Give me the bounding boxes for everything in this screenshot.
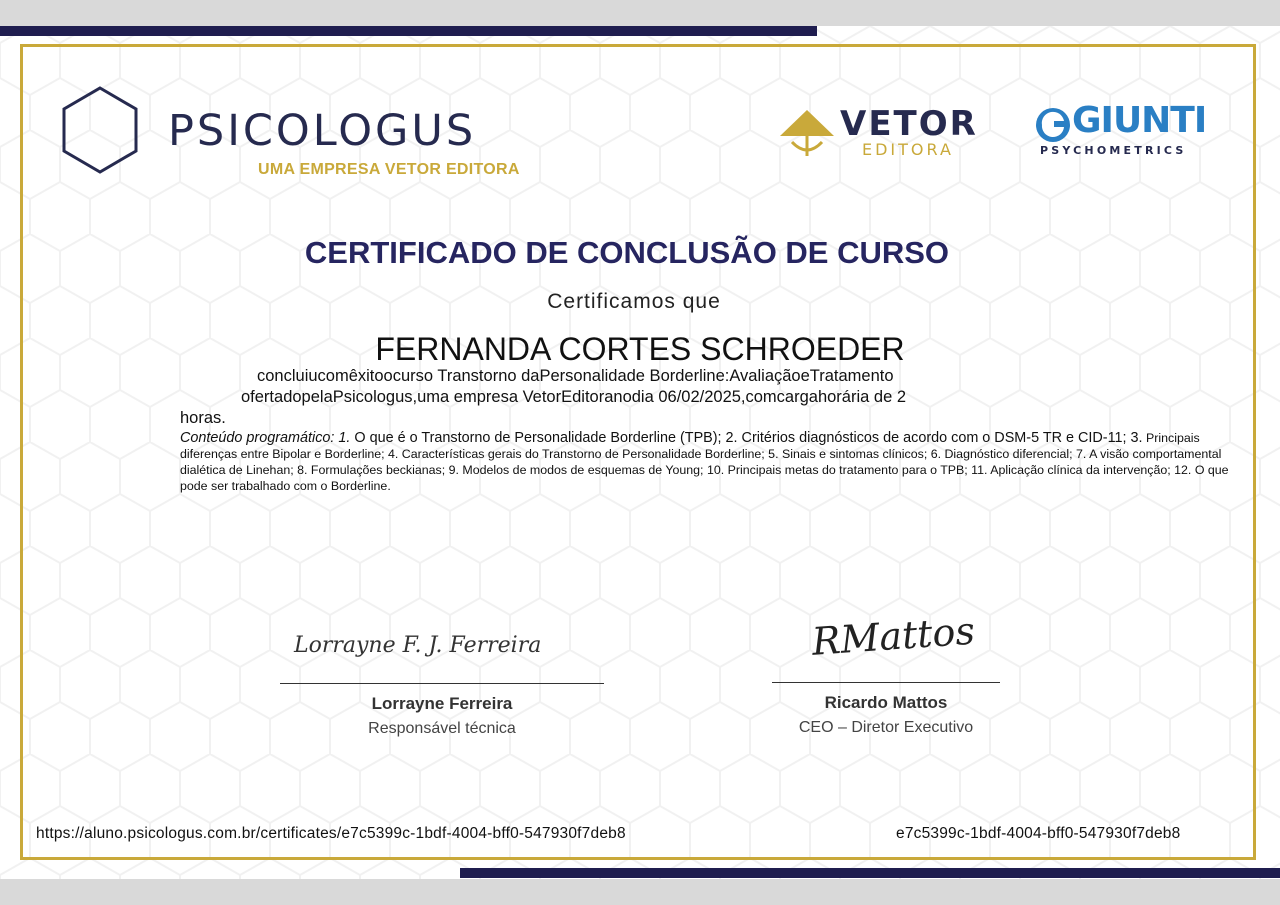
giunti-subtitle: PSYCHOMETRICS bbox=[1040, 144, 1187, 157]
certificate-code: e7c5399c-1bdf-4004-bff0-547930f7deb8 bbox=[896, 825, 1181, 842]
signature-block-right bbox=[772, 580, 1000, 737]
svg-text:RMattos: RMattos bbox=[810, 608, 977, 664]
certificate-title: CERTIFICADO DE CONCLUSÃO DE CURSO bbox=[304, 235, 950, 270]
psicologus-tagline: UMA EMPRESA VETOR EDITORA bbox=[258, 161, 520, 178]
giunti-swirl-icon bbox=[1034, 106, 1072, 144]
program-label: Conteúdo programático: 1. bbox=[180, 430, 351, 446]
course-description-line: ofertadopelaPsicologus,uma empresa VetorEditoranodia 06/02/2025,comcargahorária de 2 bbox=[241, 388, 907, 406]
top-accent-bar bbox=[0, 26, 817, 36]
bottom-accent-bar bbox=[460, 868, 1280, 878]
vetor-subtitle: EDITORA bbox=[862, 140, 954, 159]
vetor-wordmark: VETOR bbox=[840, 104, 978, 144]
course-description-line: horas. bbox=[180, 409, 226, 427]
svg-text:Lorrayne F. J. Ferreira: Lorrayne F. J. Ferreira bbox=[294, 633, 542, 658]
signature-line bbox=[280, 683, 604, 684]
psicologus-wordmark: PSICOLOGUS bbox=[168, 106, 477, 156]
vetor-umbrella-icon bbox=[778, 106, 836, 162]
signature-line bbox=[772, 682, 1000, 683]
signer-name: Ricardo Mattos bbox=[824, 693, 948, 712]
course-description-line: concluiucomêxitoocurso Transtorno daPersonalidade Borderline:AvaliaçãoeTratamento bbox=[257, 367, 894, 385]
giunti-psychometrics-logo bbox=[1034, 100, 1234, 164]
vetor-editora-logo bbox=[778, 104, 998, 164]
course-description bbox=[180, 366, 1180, 429]
program-rest: Principais diferenças entre Bipolar e Borderline; 4. Características gerais do Transtorno de Personalidade Borderline; 5. Sinais e sintomas clínicos; 6. Diagnóstico diferencial; 7. A visão comportamental dialética de Linehan; 8. Formulações beckianas; 9. Modelos de modos de esquemas de Young; 10. Principais metas do tratamento para o TPB; 11. Aplicação clínica da intervenção; 12. O que pode ser trabalhado com o Borderline. bbox=[180, 431, 1229, 493]
signature-lorrayne bbox=[280, 610, 604, 670]
hexagon-icon bbox=[60, 84, 144, 176]
psicologus-logo bbox=[60, 84, 530, 184]
certificate-url: https://aluno.psicologus.com.br/certificates/e7c5399c-1bdf-4004-bff0-547930f7deb8 bbox=[36, 825, 626, 842]
giunti-wordmark: GIUNTI bbox=[1072, 100, 1207, 141]
signature-block-left bbox=[280, 610, 604, 738]
signer-name: Lorrayne Ferreira bbox=[371, 694, 513, 713]
program-content bbox=[180, 430, 1255, 494]
student-name: FERNANDA CORTES SCHROEDER bbox=[375, 331, 905, 367]
program-first-line: O que é o Transtorno de Personalidade Borderline (TPB); 2. Critérios diagnósticos de acordo com o DSM-5 TR e CID-11; 3. bbox=[350, 430, 1143, 446]
signer-role: CEO – Diretor Executivo bbox=[798, 719, 974, 736]
certify-intro: Certificamos que bbox=[547, 290, 721, 313]
signature-ricardo bbox=[772, 580, 1000, 670]
signer-role: Responsável técnica bbox=[368, 720, 516, 737]
